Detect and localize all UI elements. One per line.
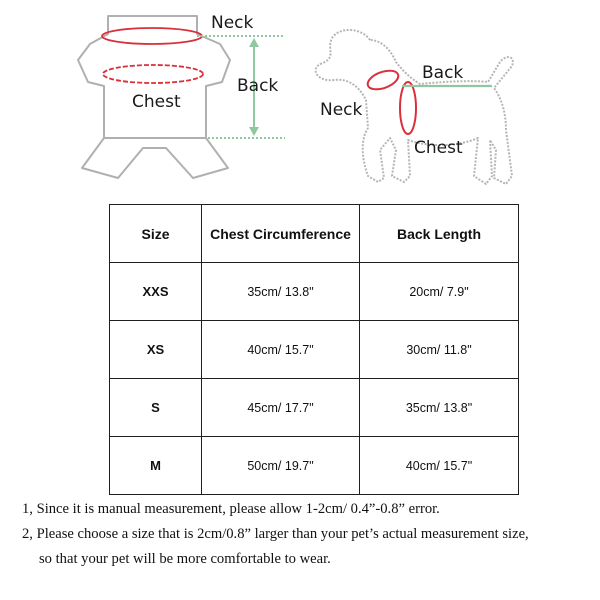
chest-cell: 40cm/ 15.7" [202, 321, 360, 379]
dog-neck-label: Neck [320, 100, 363, 120]
size-cell: XXS [110, 263, 202, 321]
note-2: 2, Please choose a size that is 2cm/0.8” larger than your pet’s actual measurement size, [22, 526, 529, 542]
table-row [110, 437, 519, 495]
size-cell: M [110, 437, 202, 495]
garment-neck-label: Neck [211, 13, 254, 33]
notes [22, 497, 592, 572]
measurement-diagram [0, 0, 600, 195]
table-row [110, 321, 519, 379]
chest-cell: 35cm/ 13.8" [202, 263, 360, 321]
chest-cell: 50cm/ 19.7" [202, 437, 360, 495]
dog-chest-label: Chest [414, 138, 463, 158]
header-back-length: Back Length [360, 205, 519, 263]
note-2-continued: so that your pet will be more comfortable to wear. [39, 551, 331, 567]
size-table [109, 204, 519, 495]
header-chest-circumference: Chest Circumference [202, 205, 360, 263]
dog-back-label: Back [422, 63, 464, 83]
garment-chest-label: Chest [132, 92, 181, 112]
chest-cell: 45cm/ 17.7" [202, 379, 360, 437]
back-cell: 35cm/ 13.8" [360, 379, 519, 437]
back-cell: 40cm/ 15.7" [360, 437, 519, 495]
table-row [110, 379, 519, 437]
table-header-row [110, 205, 519, 263]
back-cell: 30cm/ 11.8" [360, 321, 519, 379]
note-1: 1, Since it is manual measurement, please allow 1-2cm/ 0.4”-0.8” error. [22, 501, 440, 517]
table-row [110, 263, 519, 321]
size-cell: S [110, 379, 202, 437]
back-cell: 20cm/ 7.9" [360, 263, 519, 321]
header-size: Size [110, 205, 202, 263]
size-cell: XS [110, 321, 202, 379]
garment-back-label: Back [237, 76, 279, 96]
